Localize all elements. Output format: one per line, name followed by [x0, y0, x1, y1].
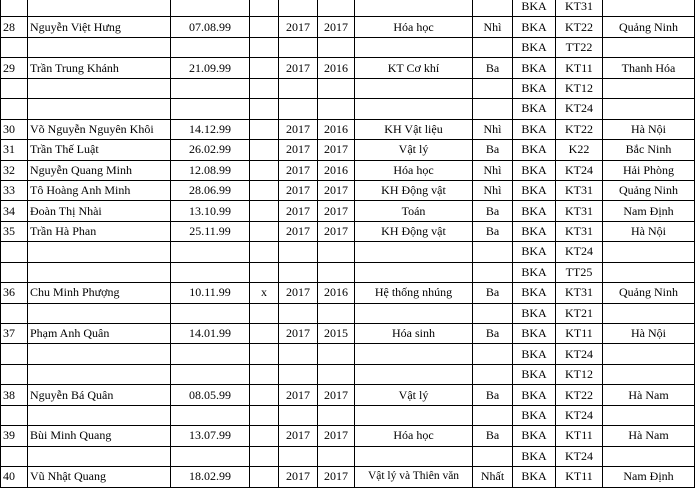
year-cell [279, 262, 318, 282]
major-cell: KH Vật liệu [355, 119, 473, 139]
major-cell: Hóa sinh [355, 324, 473, 344]
year2-cell: 2017 [318, 385, 355, 405]
province-cell: Hải Phòng [603, 160, 695, 180]
major-cell [355, 262, 473, 282]
student-name: Chu Minh Phượng [28, 283, 171, 303]
prize-cell: Nhất [473, 467, 513, 487]
year-cell: 2017 [279, 160, 318, 180]
mark-cell [250, 344, 279, 364]
year-cell [279, 78, 318, 98]
class-code-cell: KT24 [556, 160, 603, 180]
year2-cell: 2016 [318, 119, 355, 139]
province-cell [603, 262, 695, 282]
mark-cell [250, 17, 279, 37]
prize-cell: Nhì [473, 180, 513, 200]
student-name: Tô Hoàng Anh Minh [28, 180, 171, 200]
date-of-birth: 13.07.99 [171, 426, 250, 446]
major-cell: Hệ thống nhúng [355, 283, 473, 303]
date-of-birth: 14.01.99 [171, 324, 250, 344]
student-name [28, 303, 171, 323]
table-row [1, 119, 695, 139]
date-of-birth [171, 99, 250, 119]
student-name [28, 262, 171, 282]
province-cell: Hà Nội [603, 221, 695, 241]
year2-cell [318, 0, 355, 17]
table-row [1, 201, 695, 221]
row-number [1, 364, 28, 384]
university-cell: BKA [513, 201, 556, 221]
year2-cell: 2017 [318, 426, 355, 446]
mark-cell [250, 180, 279, 200]
province-cell [603, 242, 695, 262]
table-row [1, 303, 695, 323]
major-cell [355, 78, 473, 98]
major-cell [355, 303, 473, 323]
table-row [1, 221, 695, 241]
university-cell: BKA [513, 180, 556, 200]
student-name: Nguyễn Quang Minh [28, 160, 171, 180]
province-cell [603, 303, 695, 323]
university-cell: BKA [513, 160, 556, 180]
year-cell [279, 405, 318, 425]
major-cell [355, 99, 473, 119]
year-cell: 2017 [279, 17, 318, 37]
province-cell: Hà Nội [603, 324, 695, 344]
year2-cell: 2016 [318, 283, 355, 303]
date-of-birth: 28.06.99 [171, 180, 250, 200]
date-of-birth: 26.02.99 [171, 140, 250, 160]
student-name: Bùi Minh Quang [28, 426, 171, 446]
student-name [28, 344, 171, 364]
row-number [1, 242, 28, 262]
year2-cell: 2015 [318, 324, 355, 344]
prize-cell [473, 303, 513, 323]
row-number: 39 [1, 426, 28, 446]
date-of-birth: 07.08.99 [171, 17, 250, 37]
class-code-cell: KT11 [556, 324, 603, 344]
university-cell: BKA [513, 242, 556, 262]
year2-cell: 2017 [318, 17, 355, 37]
row-number: 34 [1, 201, 28, 221]
province-cell: Thanh Hóa [603, 58, 695, 78]
province-cell [603, 446, 695, 466]
major-cell: KH Động vật [355, 180, 473, 200]
student-name [28, 0, 171, 17]
prize-cell: Ba [473, 385, 513, 405]
prize-cell: Nhì [473, 119, 513, 139]
mark-cell [250, 99, 279, 119]
year-cell [279, 0, 318, 17]
row-number: 31 [1, 140, 28, 160]
prize-cell [473, 78, 513, 98]
table-row [1, 37, 695, 57]
prize-cell: Ba [473, 201, 513, 221]
date-of-birth: 25.11.99 [171, 221, 250, 241]
year-cell: 2017 [279, 180, 318, 200]
student-name: Trần Thế Luật [28, 140, 171, 160]
mark-cell [250, 324, 279, 344]
year-cell: 2017 [279, 385, 318, 405]
class-code-cell: KT31 [556, 0, 603, 17]
year-cell [279, 364, 318, 384]
class-code-cell: KT31 [556, 201, 603, 221]
class-code-cell: KT24 [556, 446, 603, 466]
university-cell: BKA [513, 58, 556, 78]
row-number: 29 [1, 58, 28, 78]
province-cell: Nam Định [603, 201, 695, 221]
province-cell: Quảng Ninh [603, 17, 695, 37]
class-code-cell: KT11 [556, 467, 603, 487]
major-cell [355, 446, 473, 466]
row-number [1, 303, 28, 323]
class-code-cell: KT22 [556, 385, 603, 405]
student-name: Vũ Nhật Quang [28, 467, 171, 487]
table-row [1, 364, 695, 384]
major-cell: Toán [355, 201, 473, 221]
row-number: 33 [1, 180, 28, 200]
year2-cell [318, 242, 355, 262]
university-cell: BKA [513, 262, 556, 282]
row-number [1, 262, 28, 282]
table-row [1, 344, 695, 364]
prize-cell: Ba [473, 221, 513, 241]
province-cell: Hà Nam [603, 426, 695, 446]
student-name [28, 99, 171, 119]
year-cell [279, 242, 318, 262]
row-number [1, 344, 28, 364]
table-row [1, 426, 695, 446]
university-cell: BKA [513, 364, 556, 384]
province-cell [603, 405, 695, 425]
major-cell [355, 364, 473, 384]
student-name [28, 242, 171, 262]
year2-cell [318, 262, 355, 282]
mark-cell [250, 242, 279, 262]
date-of-birth [171, 0, 250, 17]
mark-cell [250, 37, 279, 57]
row-number: 32 [1, 160, 28, 180]
date-of-birth [171, 262, 250, 282]
prize-cell: Nhì [473, 160, 513, 180]
university-cell: BKA [513, 17, 556, 37]
prize-cell: Ba [473, 58, 513, 78]
year2-cell [318, 99, 355, 119]
province-cell [603, 78, 695, 98]
student-name [28, 78, 171, 98]
row-number [1, 446, 28, 466]
student-name: Nguyễn Việt Hưng [28, 17, 171, 37]
year-cell: 2017 [279, 119, 318, 139]
mark-cell [250, 78, 279, 98]
year-cell [279, 446, 318, 466]
major-cell: Vật lý và Thiên văn [355, 467, 473, 487]
year-cell: 2017 [279, 324, 318, 344]
row-number: 38 [1, 385, 28, 405]
university-cell: BKA [513, 385, 556, 405]
row-number: 37 [1, 324, 28, 344]
year2-cell: 2017 [318, 467, 355, 487]
year2-cell: 2016 [318, 58, 355, 78]
prize-cell [473, 364, 513, 384]
major-cell [355, 405, 473, 425]
class-code-cell: KT12 [556, 364, 603, 384]
table-row [1, 160, 695, 180]
year-cell: 2017 [279, 426, 318, 446]
mark-cell [250, 446, 279, 466]
province-cell [603, 37, 695, 57]
major-cell: Hóa học [355, 17, 473, 37]
major-cell: KT Cơ khí [355, 58, 473, 78]
row-number [1, 405, 28, 425]
mark-cell [250, 467, 279, 487]
province-cell: Quảng Ninh [603, 283, 695, 303]
year2-cell [318, 78, 355, 98]
university-cell: BKA [513, 446, 556, 466]
year-cell: 2017 [279, 140, 318, 160]
year-cell [279, 344, 318, 364]
mark-cell [250, 262, 279, 282]
year2-cell [318, 446, 355, 466]
row-number: 40 [1, 467, 28, 487]
row-number: 36 [1, 283, 28, 303]
prize-cell [473, 405, 513, 425]
province-cell [603, 0, 695, 17]
province-cell: Nam Định [603, 467, 695, 487]
date-of-birth [171, 37, 250, 57]
table-row [1, 17, 695, 37]
prize-cell: Nhì [473, 17, 513, 37]
class-code-cell: K22 [556, 140, 603, 160]
table-row [1, 58, 695, 78]
province-cell: Hà Nội [603, 119, 695, 139]
table-row [1, 467, 695, 487]
prize-cell [473, 37, 513, 57]
prize-cell: Ba [473, 324, 513, 344]
date-of-birth: 12.08.99 [171, 160, 250, 180]
student-name: Võ Nguyễn Nguyên Khôi [28, 119, 171, 139]
row-number: 28 [1, 17, 28, 37]
row-number: 30 [1, 119, 28, 139]
table-row [1, 283, 695, 303]
prize-cell: Ba [473, 140, 513, 160]
year2-cell [318, 364, 355, 384]
major-cell: KH Động vật [355, 221, 473, 241]
year-cell: 2017 [279, 283, 318, 303]
major-cell [355, 37, 473, 57]
university-cell: BKA [513, 99, 556, 119]
year2-cell: 2017 [318, 180, 355, 200]
student-name: Nguyễn Bá Quân [28, 385, 171, 405]
date-of-birth: 18.02.99 [171, 467, 250, 487]
year2-cell [318, 344, 355, 364]
class-code-cell: KT22 [556, 17, 603, 37]
year2-cell: 2016 [318, 160, 355, 180]
year-cell: 2017 [279, 58, 318, 78]
table-row [1, 0, 695, 17]
date-of-birth [171, 303, 250, 323]
university-cell: BKA [513, 283, 556, 303]
date-of-birth [171, 446, 250, 466]
student-name [28, 364, 171, 384]
prize-cell: Ba [473, 426, 513, 446]
class-code-cell: KT11 [556, 58, 603, 78]
year2-cell [318, 303, 355, 323]
major-cell [355, 0, 473, 17]
year-cell: 2017 [279, 201, 318, 221]
year-cell: 2017 [279, 467, 318, 487]
year2-cell: 2017 [318, 140, 355, 160]
table-row [1, 324, 695, 344]
university-cell: BKA [513, 0, 556, 17]
date-of-birth: 21.09.99 [171, 58, 250, 78]
year2-cell [318, 405, 355, 425]
row-number [1, 37, 28, 57]
class-code-cell: KT12 [556, 78, 603, 98]
mark-cell [250, 221, 279, 241]
major-cell: Hóa học [355, 426, 473, 446]
province-cell: Bắc Ninh [603, 140, 695, 160]
university-cell: BKA [513, 140, 556, 160]
university-cell: BKA [513, 78, 556, 98]
class-code-cell: KT24 [556, 405, 603, 425]
province-cell [603, 364, 695, 384]
date-of-birth [171, 78, 250, 98]
student-name [28, 37, 171, 57]
university-cell: BKA [513, 426, 556, 446]
major-cell: Vật lý [355, 140, 473, 160]
class-code-cell: KT21 [556, 303, 603, 323]
prize-cell [473, 344, 513, 364]
mark-cell [250, 58, 279, 78]
university-cell: BKA [513, 37, 556, 57]
table-row [1, 99, 695, 119]
prize-cell [473, 446, 513, 466]
university-cell: BKA [513, 467, 556, 487]
class-code-cell: KT31 [556, 283, 603, 303]
year-cell [279, 37, 318, 57]
class-code-cell: KT24 [556, 99, 603, 119]
year2-cell [318, 37, 355, 57]
university-cell: BKA [513, 405, 556, 425]
year2-cell: 2017 [318, 221, 355, 241]
mark-cell [250, 140, 279, 160]
major-cell: Vật lý [355, 385, 473, 405]
class-code-cell: KT24 [556, 242, 603, 262]
year-cell [279, 303, 318, 323]
class-code-cell: KT22 [556, 119, 603, 139]
row-number [1, 99, 28, 119]
prize-cell [473, 242, 513, 262]
class-code-cell: KT11 [556, 426, 603, 446]
prize-cell [473, 0, 513, 17]
class-code-cell: KT31 [556, 221, 603, 241]
mark-cell [250, 160, 279, 180]
year-cell [279, 99, 318, 119]
student-name [28, 446, 171, 466]
province-cell: Hà Nam [603, 385, 695, 405]
table-row [1, 446, 695, 466]
class-code-cell: TT22 [556, 37, 603, 57]
date-of-birth: 08.05.99 [171, 385, 250, 405]
table-row [1, 385, 695, 405]
row-number [1, 0, 28, 17]
prize-cell [473, 99, 513, 119]
student-name: Đoàn Thị Nhài [28, 201, 171, 221]
mark-cell [250, 405, 279, 425]
mark-cell [250, 385, 279, 405]
date-of-birth: 10.11.99 [171, 283, 250, 303]
university-cell: BKA [513, 303, 556, 323]
mark-cell [250, 303, 279, 323]
major-cell [355, 242, 473, 262]
table-row [1, 262, 695, 282]
table-row [1, 78, 695, 98]
mark-cell [250, 364, 279, 384]
date-of-birth [171, 344, 250, 364]
student-name: Phạm Anh Quân [28, 324, 171, 344]
year-cell: 2017 [279, 221, 318, 241]
province-cell: Quảng Ninh [603, 180, 695, 200]
date-of-birth [171, 364, 250, 384]
province-cell [603, 99, 695, 119]
mark-cell: x [250, 283, 279, 303]
major-cell [355, 344, 473, 364]
prize-cell [473, 262, 513, 282]
mark-cell [250, 426, 279, 446]
row-number: 35 [1, 221, 28, 241]
mark-cell [250, 0, 279, 17]
date-of-birth [171, 405, 250, 425]
date-of-birth [171, 242, 250, 262]
university-cell: BKA [513, 344, 556, 364]
class-code-cell: KT31 [556, 180, 603, 200]
class-code-cell: TT25 [556, 262, 603, 282]
table-row [1, 180, 695, 200]
table-row [1, 140, 695, 160]
major-cell: Hóa học [355, 160, 473, 180]
university-cell: BKA [513, 324, 556, 344]
table-row [1, 405, 695, 425]
date-of-birth: 13.10.99 [171, 201, 250, 221]
student-name [28, 405, 171, 425]
province-cell [603, 344, 695, 364]
university-cell: BKA [513, 221, 556, 241]
row-number [1, 78, 28, 98]
university-cell: BKA [513, 119, 556, 139]
mark-cell [250, 201, 279, 221]
prize-cell: Ba [473, 283, 513, 303]
class-code-cell: KT24 [556, 344, 603, 364]
year2-cell: 2017 [318, 201, 355, 221]
mark-cell [250, 119, 279, 139]
student-name: Trần Trung Khánh [28, 58, 171, 78]
date-of-birth: 14.12.99 [171, 119, 250, 139]
table-row [1, 242, 695, 262]
student-name: Trần Hà Phan [28, 221, 171, 241]
